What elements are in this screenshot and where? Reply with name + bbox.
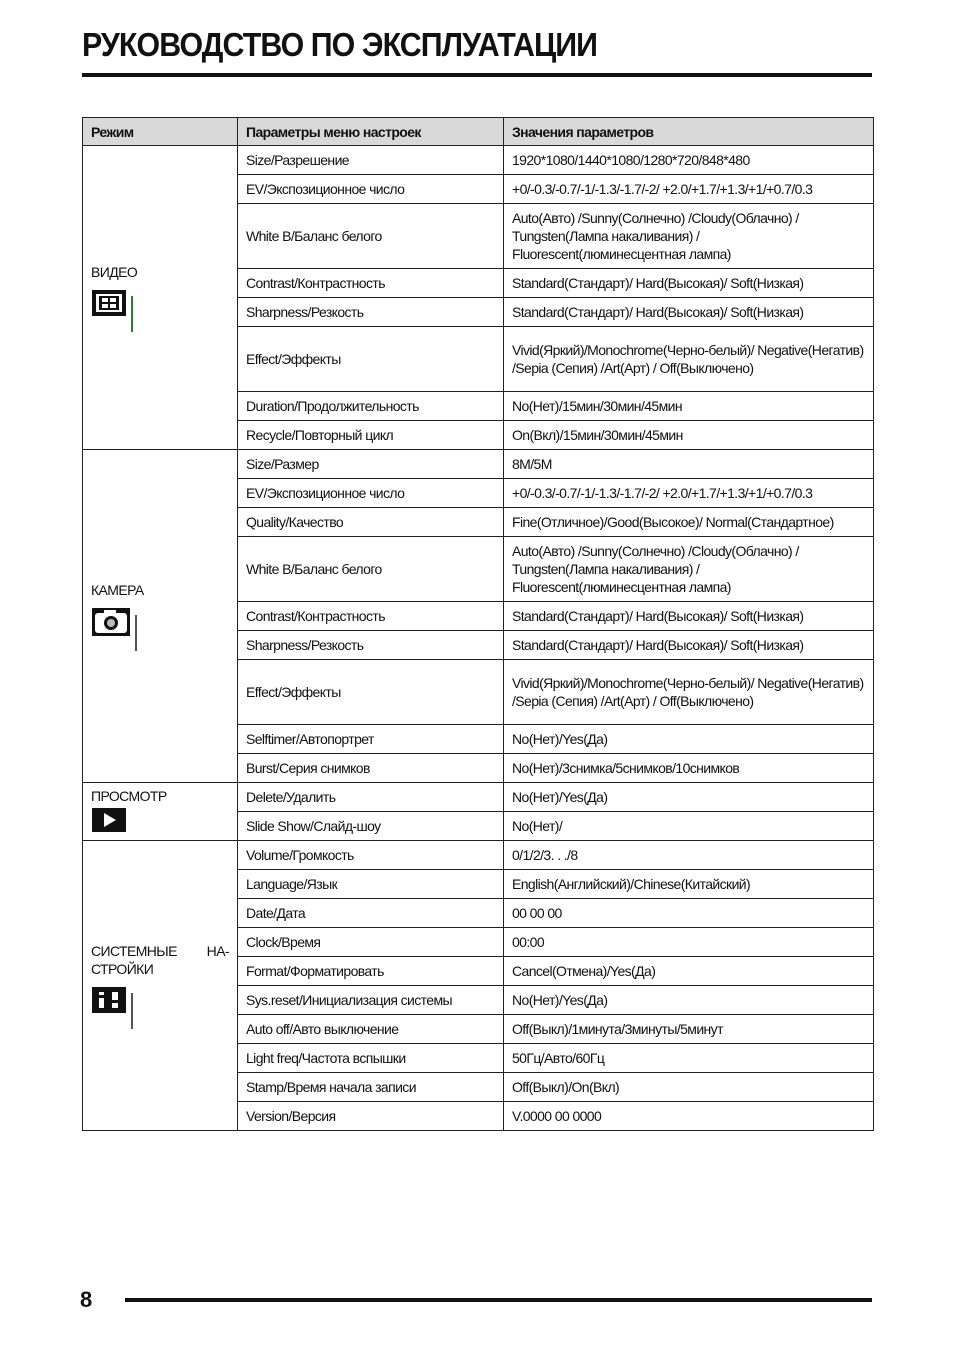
page-number: 8 (80, 1287, 93, 1312)
settings-table (82, 117, 874, 1131)
param-cell: White B/Баланс белого (238, 537, 504, 602)
header-parameters: Параметры меню настроек (238, 118, 504, 146)
value-cell: V.0000 00 0000 (504, 1102, 874, 1131)
value-cell: No(Нет)/Yes(Да) (504, 986, 874, 1015)
param-cell: Volume/Громкость (238, 841, 504, 870)
mode-cell-system (83, 841, 238, 1131)
mode-cell-video (83, 146, 238, 450)
mode-label: КАМЕРА (91, 581, 144, 598)
page-title: РУКОВОДСТВО ПО ЭКСПЛУАТАЦИИ (82, 26, 598, 63)
header-mode: Режим (83, 118, 238, 146)
value-cell: 0/1/2/3. . ./8 (504, 841, 874, 870)
value-cell: +0/-0.3/-0.7/-1/-1.3/-1.7/-2/ +2.0/+1.7/+1.3/+1/+0.7/0.3 (504, 479, 874, 508)
mode-cell-playback (83, 783, 238, 841)
value-cell: 1920*1080/1440*1080/1280*720/848*480 (504, 146, 874, 175)
value-cell: Cancel(Отмена)/Yes(Да) (504, 957, 874, 986)
value-cell: 50Гц/Авто/60Гц (504, 1044, 874, 1073)
param-cell: White B/Баланс белого (238, 204, 504, 269)
param-cell: Auto off/Авто выключение (238, 1015, 504, 1044)
value-cell: Auto(Авто) /Sunny(Солнечно) /Cloudy(Облачно) / Tungsten(Лампа накаливания) / Fluorescent(люминесцентная лампа) (504, 537, 874, 602)
table-row (83, 783, 874, 812)
param-cell: Format/Форматировать (238, 957, 504, 986)
value-cell: Standard(Стандарт)/ Hard(Высокая)/ Soft(Низкая) (504, 269, 874, 298)
value-cell: Standard(Стандарт)/ Hard(Высокая)/ Soft(Низкая) (504, 602, 874, 631)
param-cell: Burst/Серия снимков (238, 754, 504, 783)
mode-accent-bar (131, 296, 133, 332)
header-values: Значения параметров (504, 118, 874, 146)
param-cell: Sharpness/Резкость (238, 298, 504, 327)
settings-icon (91, 986, 127, 1014)
value-cell: Fine(Отличное)/Good(Высокое)/ Normal(Стандартное) (504, 508, 874, 537)
value-cell: No(Нет)/ (504, 812, 874, 841)
mode-cell-camera (83, 450, 238, 783)
value-cell: No(Нет)/Yes(Да) (504, 725, 874, 754)
mode-accent-bar (135, 615, 137, 651)
value-cell: Vivid(Яркий)/Monochrome(Черно-белый)/ Negative(Негатив) /Sepia (Сепия) /Art(Арт) / Off(Выключено) (504, 660, 874, 725)
value-cell: Standard(Стандарт)/ Hard(Высокая)/ Soft(Низкая) (504, 298, 874, 327)
mode-label: ВИДЕО (91, 264, 138, 281)
param-cell: Effect/Эффекты (238, 327, 504, 392)
value-cell: English(Английский)/Chinese(Китайский) (504, 870, 874, 899)
value-cell: 00:00 (504, 928, 874, 957)
value-cell: Off(Выкл)/1минута/3минуты/5минут (504, 1015, 874, 1044)
mode-label: СИСТЕМНЫЕ НА-СТРОЙКИ (91, 943, 229, 978)
title-divider (82, 73, 872, 77)
value-cell: No(Нет)/Yes(Да) (504, 783, 874, 812)
param-cell: Quality/Качество (238, 508, 504, 537)
param-cell: Delete/Удалить (238, 783, 504, 812)
value-cell: 8M/5M (504, 450, 874, 479)
param-cell: Date/Дата (238, 899, 504, 928)
table-row (83, 146, 874, 175)
param-cell: Duration/Продолжительность (238, 392, 504, 421)
table-row (83, 450, 874, 479)
param-cell: Size/Разрешение (238, 146, 504, 175)
param-cell: Selftimer/Автопортрет (238, 725, 504, 754)
param-cell: Clock/Время (238, 928, 504, 957)
value-cell: On(Вкл)/15мин/30мин/45мин (504, 421, 874, 450)
param-cell: Light freq/Частота вспышки (238, 1044, 504, 1073)
param-cell: Sharpness/Резкость (238, 631, 504, 660)
param-cell: Language/Язык (238, 870, 504, 899)
param-cell: Effect/Эффекты (238, 660, 504, 725)
play-icon (91, 807, 127, 833)
value-cell: No(Нет)/15мин/30мин/45мин (504, 392, 874, 421)
table-header-row (83, 118, 874, 146)
param-cell: EV/Экспозиционное число (238, 175, 504, 204)
value-cell: Vivid(Яркий)/Monochrome(Черно-белый)/ Negative(Негатив) /Sepia (Сепия) /Art(Арт) / Off(Выключено) (504, 327, 874, 392)
param-cell: Size/Размер (238, 450, 504, 479)
param-cell: Stamp/Время начала записи (238, 1073, 504, 1102)
film-icon (91, 289, 127, 317)
param-cell: Slide Show/Слайд-шоу (238, 812, 504, 841)
mode-label: ПРОСМОТР (91, 787, 167, 804)
table-row (83, 841, 874, 870)
param-cell: Contrast/Контрастность (238, 269, 504, 298)
footer-divider (125, 1298, 872, 1302)
camera-icon (91, 607, 131, 637)
value-cell: 00 00 00 (504, 899, 874, 928)
mode-accent-bar (131, 993, 133, 1029)
param-cell: Contrast/Контрастность (238, 602, 504, 631)
value-cell: No(Нет)/3снимка/5снимков/10снимков (504, 754, 874, 783)
value-cell: Auto(Авто) /Sunny(Солнечно) /Cloudy(Облачно) / Tungsten(Лампа накаливания) / Fluorescent(люминесцентная лампа) (504, 204, 874, 269)
param-cell: EV/Экспозиционное число (238, 479, 504, 508)
param-cell: Recycle/Повторный цикл (238, 421, 504, 450)
param-cell: Version/Версия (238, 1102, 504, 1131)
value-cell: Standard(Стандарт)/ Hard(Высокая)/ Soft(Низкая) (504, 631, 874, 660)
value-cell: +0/-0.3/-0.7/-1/-1.3/-1.7/-2/ +2.0/+1.7/+1.3/+1/+0.7/0.3 (504, 175, 874, 204)
param-cell: Sys.reset/Инициализация системы (238, 986, 504, 1015)
value-cell: Off(Выкл)/On(Вкл) (504, 1073, 874, 1102)
